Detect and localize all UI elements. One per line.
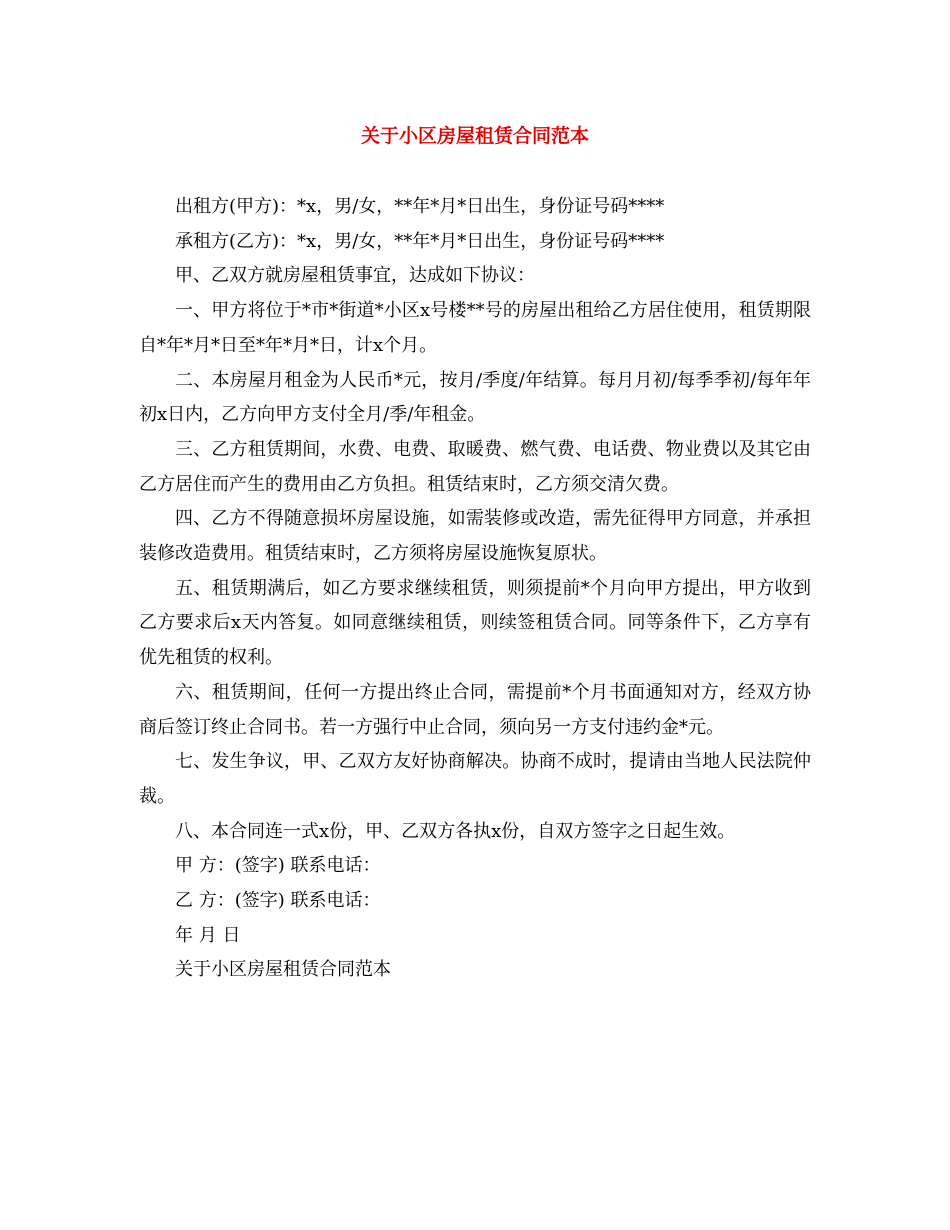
clause-7: 七、发生争议，甲、乙双方友好协商解决。协商不成时，提请由当地人民法院仲裁。 <box>139 751 811 807</box>
clause-4: 四、乙方不得随意损坏房屋设施，如需装修或改造，需先征得甲方同意，并承担装修改造费用。租赁结束时，乙方须将房屋设施恢复原状。 <box>139 508 811 565</box>
clause-3: 三、乙方租赁期间，水费、电费、取暖费、燃气费、电话费、物业费以及其它由乙方居住而产生的费用由乙方负担。租赁结束时，乙方须交清欠费。 <box>139 438 811 495</box>
date-line: 年 月 日 <box>175 924 241 946</box>
party-b-line: 承租方(乙方)：*x，男/女，**年*月*日出生，身份证号码**** <box>175 230 665 252</box>
agreement-intro: 甲、乙双方就房屋租赁事宜，达成如下协议： <box>175 265 535 287</box>
party-b-signature-line: 乙 方：(签字) 联系电话： <box>175 890 381 912</box>
clause-2: 二、本房屋月租金为人民币*元，按月/季度/年结算。每月月初/每季季初/每年年初x日内，乙方向甲方支付全月/季/年租金。 <box>139 369 811 426</box>
clause-5: 五、租赁期满后，如乙方要求继续租赁，则须提前*个月向甲方提出，甲方收到乙方要求后x天内答复。如同意继续租赁，则续签租赁合同。同等条件下，乙方享有优先租赁的权利。 <box>139 577 811 669</box>
document-body <box>139 190 811 988</box>
party-a-signature-line: 甲 方：(签字) 联系电话： <box>175 855 381 877</box>
clause-8: 八、本合同连一式x份，甲、乙双方各执x份，自双方签字之日起生效。 <box>175 820 736 842</box>
clause-6: 六、租赁期间，任何一方提出终止合同，需提前*个月书面通知对方，经双方协商后签订终止合同书。若一方强行中止合同，须向另一方支付违约金*元。 <box>139 681 811 738</box>
document-title: 关于小区房屋租赁合同范本 <box>360 125 589 147</box>
party-a-line: 出租方(甲方)：*x，男/女，**年*月*日出生，身份证号码**** <box>175 196 665 217</box>
clause-1: 一、甲方将位于*市*街道*小区x号楼**号的房屋出租给乙方居住使用，租赁期限自*年*月*日至*年*月*日，计x个月。 <box>139 300 811 356</box>
footer-title: 关于小区房屋租赁合同范本 <box>175 959 391 981</box>
